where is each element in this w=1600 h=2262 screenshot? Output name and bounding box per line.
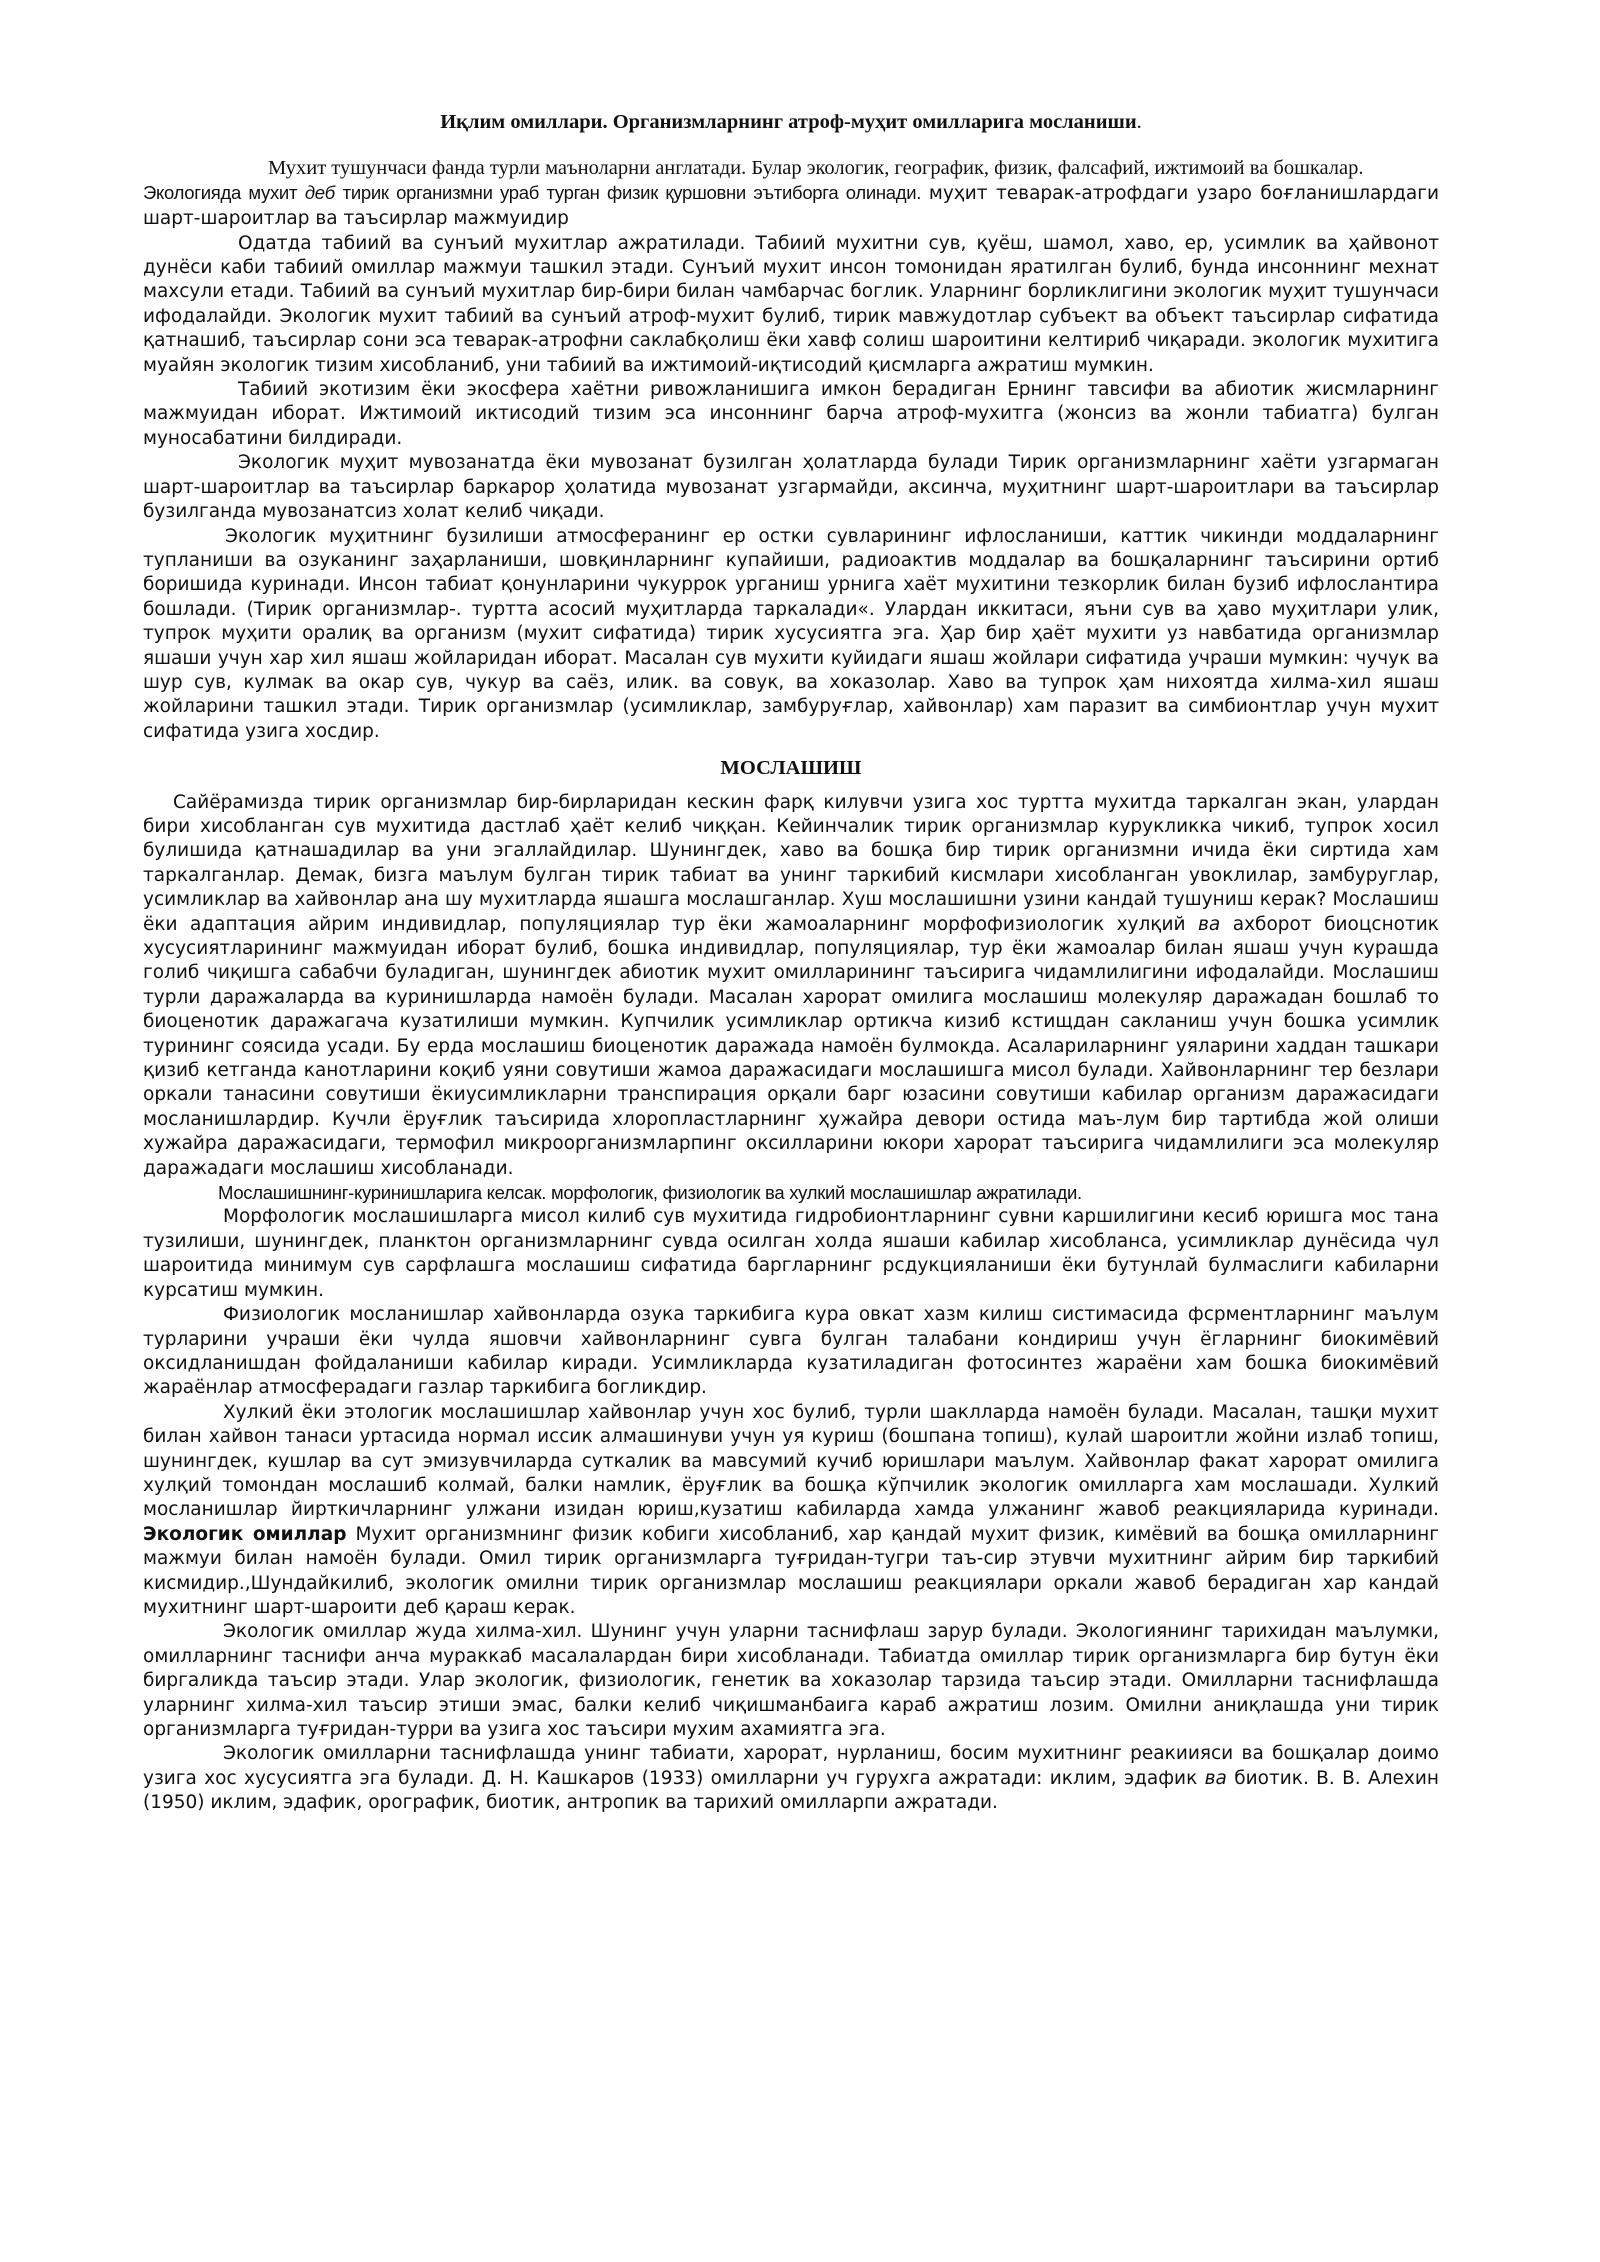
paragraph <box>143 791 1439 1182</box>
document-title <box>143 110 1439 134</box>
paragraph: Экологик муҳитнинг бузилиши атмосферанинг ер остки сувларининг ифлосланиши, каттик чикинди моддаларнинг тупланиши ва озуканинг заҳарланиши, шовқинларнинг купайиши, радиоактив моддалар ва бошқаларнинг таъсирини ортиб боришида куринади. Инсон табиат қонунларини чукуррок урганиш урнига хаёт мухитини тезкорлик билан бузиб ифлослантира бошлади. (Тирик организмлар-. туртта асосий муҳитларда таркалади«. Улардан иккитаси, яъни сув ва ҳаво муҳитлари улик, тупрок муҳити оралиқ ва организм (мухит сифатида) тирик хусусиятга эга. Ҳар бир ҳаёт мухити уз навбатида организмлар яшаши учун хар хил яшаш жойларидан иборат. Масалан сув мухити куйидаги яшаш жойлари сифатида учраши мумкин: чучук ва шур сув, кулмак ва окар сув, чукур ва саёз, илик. ва совук, ва хоказолар. Хаво ва тупрок ҳам нихоятда хилма-хил яшаш жойларини ташкил этади. Тирик организмлар (усимликлар, замбуруғлар, хайвонлар) хам паразит ва симбионтлар учун мухит сифатида узига хосдир. <box>143 525 1439 742</box>
paragraph: Одатда табиий ва сунъий мухитлар ажратилади. Табиий мухитни сув, қуёш, шамол, хаво, ер, усимлик ва ҳайвонот дунёси каби табиий омиллар мажмуи ташкил этади. Сунъий мухит инсон томонидан яратилган булиб, бунда инсоннинг мехнат махсули етади. Табиий ва сунъий мухитлар бир-бири билан чамбарчас боглик. Уларнинг борликлигини экологик муҳит тушунчаси ифодалайди. Экологик мухит табиий ва сунъий атроф-мухит булиб, тирик мавжудотлар субъект ва объект таъсирлар сифатида қатнашиб, таъсирлар сони эса теварак-атрофни саклабқолиш ёки хавф солиш шароитини келтириб чиқаради. экологик мухитига муайян экологик тизим хисобланиб, уни табиий ва ижтимоий-иқтисодий қисмларга ажратиш мумкин. <box>143 232 1439 376</box>
italic-word: деб <box>304 181 335 203</box>
paragraph-segment: Экологик омилларни таснифлашда унинг табиати, харорат, нурланиш, босим мухитнинг реакиияси ва бошқалар доимо узига хос хусусиятга эга булади. Д. Н. Кашкаров (1933) омилларни уч гурухга ажратади: иклим, эдафик <box>143 1743 1439 1789</box>
paragraph-segment: Экологияда мухит <box>143 181 298 203</box>
italic-word: ва <box>1198 913 1221 935</box>
paragraph <box>143 1401 1439 1621</box>
paragraph-segment: ахборот биоцснотик хусусиятларининг мажмуидан иборат булиб, бошка индивидлар, популяциялар, тур ёки жамоалар билан яшаш учун курашда голиб чиқишга сабабчи буладиган, шунингдек абиотик мухит омилларининг таъсирига чидамлилигини ифодалайди. Мослашиш турли даражаларда ва куринишларда намоён булади. Масалан харорат омилига мослашиш молекуляр даражадан бошлаб то биоценотик даражагача кузатилиши мумкин. Купчилик усимликлар ортикча кизиб кстищдан сакланиш учун бошка усимлик турининг соясида усади. Бу ерда мослашиш биоценотик даражада намоён булмокда. Асалариларнинг уяларини хаддан ташкари қизиб кетганда канотларини коқиб уяни совутиши жамоа даражасидаги мослашишга мисол булади. Хайвонларнинг тер безлари оркали танасини совутиши ёкиусимликларни транспирация орқали барг юзасини совутиши кабилар организм даражасидаги мосланишлардир. Кучли ёруғлик таъсирида хлоропластларнинг ҳужайра девори остида маъ-лум бир тартибда жой олиши хужайра даражасидаги, термофил микроорганизмларпинг оксилларини юкори харорат таъсирига чидамлилиги эса молекуляр даражадаги мослашиш хисобланади. <box>143 913 1439 1179</box>
paragraph: Физиологик мосланишлар хайвонларда озука таркибига кура овкат хазм килиш систимасида фсрментларнинг маълум турларини учраши ёки чулда яшовчи хайвонларнинг сувга булган талабани кондириш учун ёгларнинг биокимёвий оксидланишдан фойдаланиши кабилар киради. Усимликларда кузатиладиган фотосинтез жараёни хам бошка биокимёвий жараёнлар атмосферадаги газлар таркибига богликдир. <box>143 1304 1439 1399</box>
italic-word: ва <box>1204 1767 1227 1789</box>
paragraph <box>143 1742 1439 1815</box>
paragraph-segment: Хулкий ёки этологик мослашишлар хайвонлар учун хос булиб, турли шаклларда намоён булади. Масалан, ташқи мухит билан хайвон танаси уртасида нормал иссик алмашинуви учун уя куриш (бошпана топиш), кулай шароитли жойни излаб топиш, шунингдек, кушлар ва сут эмизувчиларда суткалик ва мавсумий кучиб юришлари маълум. Хайвонлар факат харорат омилига хулқий томондан мослашиб колмай, балки намлик, ёруғлик ва бошқа кўпчилик экологик омилларга хам мослашади. Хулкий мосланишлар йирткичларнинг улжани изидан юриш,кузатиш кабиларда хамда улжанинг жавоб реакцияларида куринади. <box>143 1401 1439 1521</box>
paragraph-segment: Сайёрамизда тирик организмлар бир-бирларидан кескин фарқ килувчи узига хос туртта мухитда таркалган экан, улардан бири хисобланган сув мухитида дастлаб ҳаёт келиб чиққан. Кейинчалик тирик организмлар курукликка чикиб, тупрок хосил булишида қатнашадилар ва уни эгаллайдилар. Шунингдек, хаво ва бошқа бир тирик организмни ичида ёки сиртида хам таркалганлар. Демак, бизга маълум булган тирик табиат ва унинг таркибий кисмлари хисобланган увоклилар, замбуруглар, усимликлар ва хайвонлар ана шу мухитларда яшашга мослашганлар. Хуш мослашишни узини кандай тушуниш керак? Мослашиш ёки адаптация айрим индивидлар, популяциялар тур ёки жамоаларнинг морфофизиологик хулқий <box>143 791 1439 935</box>
paragraph <box>143 181 1439 232</box>
paragraph-segment: Мухит организмнинг физик кобиги хисобланиб, хар қандай мухит физик, кимёвий ва бошқа омилларнинг мажмуи билан намоён булади. Омил тирик организмларга туғридан-тугри таъ-сир этувчи мухитнинг айрим бир таркибий кисмидир.,Шундайкилиб, экологик омилни тирик организмлар мослашиш реакциялари оркали жавоб берадиган хар кандай мухитнинг шарт-шароити деб қараш керак. <box>143 1523 1439 1618</box>
paragraph-segment: тирик организмни ураб турган физик қуршовни эътиборга олинади. <box>342 181 922 203</box>
paragraph: Морфологик мослашишларга мисол килиб сув мухитида гидробионтларнинг сувни каршилигини кесиб юришга мос тана тузилиши, шунингдек, планктон организмларнинг сувда осилган холда яшаши кабилар хисобланса, усимликлар дунёсида чул шароитида минимум сув сарфлашга мослашиш сифатида баргларнинг рсдукцияланиши ёки бутунлай булмаслиги кабиларни курсатиш мумкин. <box>143 1206 1439 1301</box>
title-text: Иқлим омиллари. Организмларнинг атроф-муҳит омилларига мосланиши <box>440 111 1137 133</box>
document-page <box>143 110 1439 1816</box>
paragraph-segment: муҳит теварак-атрофдаги узаро боғланишлардаги шарт-шароитлар ва таъсирлар мажмуидир <box>143 182 1440 230</box>
paragraph: Экологик муҳит мувозанатда ёки мувозанат бузилган ҳолатларда булади Тирик организмларнинг хаёти узгармаган шарт-шароитлар ва таъсирлар баркарор ҳолатида мувозанат узгармайди, аксинча, муҳитнинг шарт-шароитлари ва таъсирлар бузилганда мувозанатсиз холат келиб чиқади. <box>143 452 1439 523</box>
paragraph: Мослашишнинг-куринишларига келсак. морфологик, физиологик ва хулкий мослашишлар ажратилади. <box>218 1182 1082 1204</box>
paragraph: Мухит тушунчаси фанда турли маъноларни англатади. Булар экологик, географик, физик, фалсафий, ижтимоий ва бошкалар. <box>268 157 1364 180</box>
paragraph-segment: биотик. В. В. Алехин (1950) иклим, эдафик, орографик, биотик, антропик ва тарихий омилларпи ажратади. <box>143 1767 1439 1814</box>
paragraph: Экологик омиллар жуда хилма-хил. Шунинг учун уларни таснифлаш зарур булади. Экологиянинг тарихидан маълумки, омилларнинг таснифи анча мураккаб масалалардан бири хисобланади. Табиатда омиллар тирик организмларга бир бутун ёки биргаликда таъсир этади. Улар экологик, физиологик, генетик ва хоказолар тарзида таъсир этади. Омилларни таснифлашда уларнинг хилма-хил таъсир этиши эмас, балки келиб чиқишманбаига караб ажратиш лозим. Омилни аниқлашда уни тирик организмларга туғридан-турри ва узига хос таъсири мухим ахамиятга эга. <box>143 1621 1439 1740</box>
section-heading: МОСЛАШИШ <box>720 757 862 780</box>
bold-term: Экологик омиллар <box>143 1523 347 1545</box>
title-period: . <box>1136 111 1142 133</box>
paragraph: Табиий экотизим ёки экосфера хаётни ривожланишига имкон берадиган Ернинг тавсифи ва абиотик жисмларнинг мажмуидан иборат. Ижтимоий иктисодий тизим эса инсоннинг барча атроф-мухитга (жонсиз ва жонли табиатга) булган муносабатини билдиради. <box>143 379 1439 449</box>
